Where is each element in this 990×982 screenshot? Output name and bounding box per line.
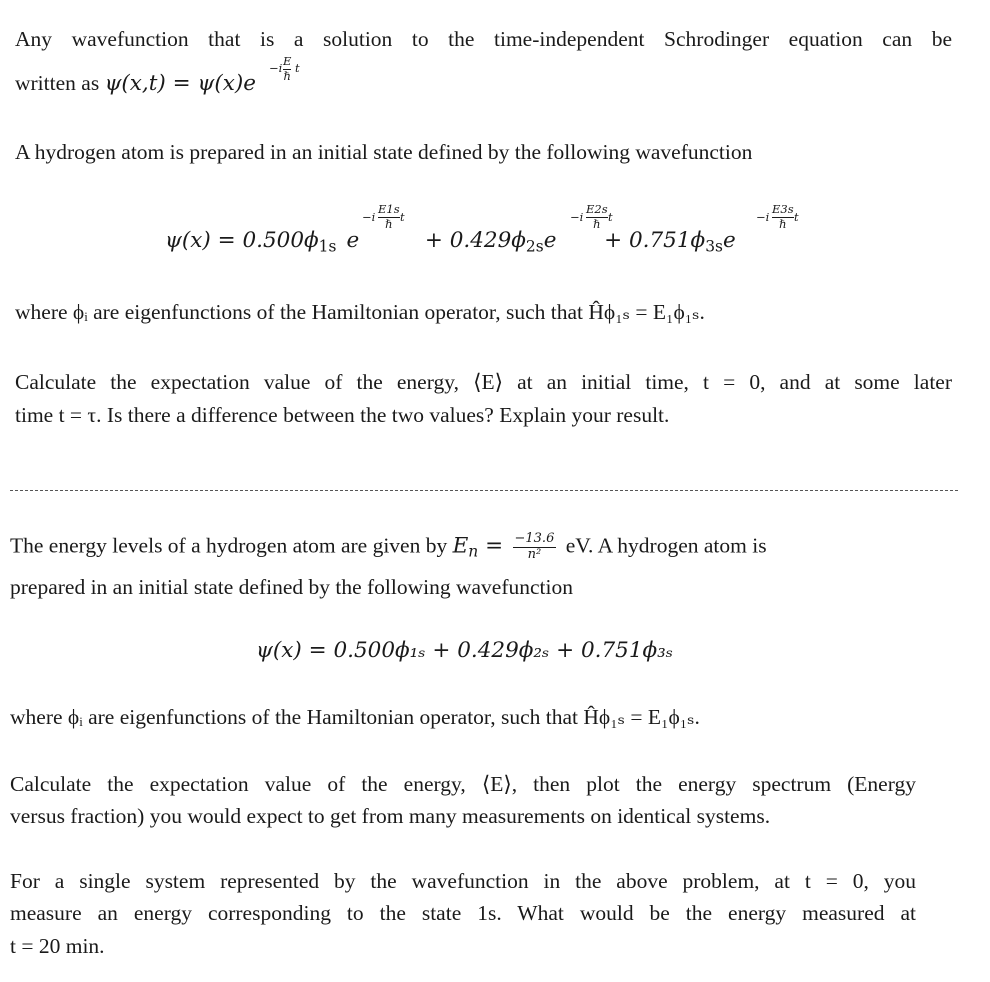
intro-line-2-text: written as <box>15 71 100 95</box>
intro-line-1: Any wavefunction that is a solution to the time-independent Schrodinger equation can be <box>15 27 952 51</box>
energy-levels-line: The energy levels of a hydrogen atom are given by $E_n$ = $\frac{-13.6}{\text{n²}}$ eV. A hydrogen atom is <box>10 531 767 562</box>
question-3-line-3: t = 20 min. <box>10 934 105 958</box>
question-3-line-1: For a single system represented by the wavefunction in the above problem, at t = 0, you <box>10 869 916 893</box>
eq1-term3: + 0.751ϕ <box>604 228 706 253</box>
intro-exponent: −i E ℏ t <box>269 54 300 83</box>
question-3-line-2: measure an energy corresponding to the state 1s. What would be the energy measured at <box>10 901 916 925</box>
eq1-term2: + 0.429ϕ <box>424 228 526 253</box>
question-1-line-2: time t = τ. Is there a difference between the two values? Explain your result. <box>15 403 670 427</box>
section-divider <box>10 490 958 491</box>
question-1-line-1: Calculate the expectation value of the energy, ⟨E⟩ at an initial time, t = 0, and at some later <box>15 370 952 394</box>
where-line-2: where ϕᵢ are eigenfunctions of the Hamiltonian operator, such that Ĥϕ₁ₛ = E₁ϕ₁ₛ. <box>10 705 700 729</box>
question-2-line-2: versus fraction) you would expect to get from many measurements on identical systems. <box>10 804 771 828</box>
eq1-term1: ψ(x) = 0.500ϕ <box>165 228 319 253</box>
time-dependent-wavefunction: ψ(x,t) = ψ(x)e <box>104 71 256 96</box>
prep-line-2: prepared in an initial state defined by the following wavefunction <box>10 575 573 599</box>
eq1-exponent-1: −i E1s ℏ t <box>362 202 405 231</box>
eq1-exponent-2: −i E2s ℏ t <box>570 202 613 231</box>
question-2-line-1: Calculate the expectation value of the energy, ⟨E⟩, then plot the energy spectrum (Energy <box>10 772 916 796</box>
wavefunction-equation-2: ψ(x) = 0.500ϕ₁ₛ + 0.429ϕ₂ₛ + 0.751ϕ₃ₛ <box>256 638 674 663</box>
where-line-1: where ϕᵢ are eigenfunctions of the Hamiltonian operator, such that Ĥϕ₁ₛ = E₁ϕ₁ₛ. <box>15 300 705 324</box>
energy-fraction: $\frac{-13.6}{\text{n²}}$ <box>514 531 555 562</box>
wavefunction-equation-1: $\psi(x) = 0.500\phi_{1s}$ $e + 0.429\phi_{2s}e + 0.751\phi_{3s}e$ <box>165 228 736 256</box>
intro-line-2 <box>15 71 256 96</box>
prep-line-1: A hydrogen atom is prepared in an initial state defined by the following wavefunction <box>15 140 753 164</box>
eq1-exponent-3: −i E3s ℏ t <box>756 202 799 231</box>
